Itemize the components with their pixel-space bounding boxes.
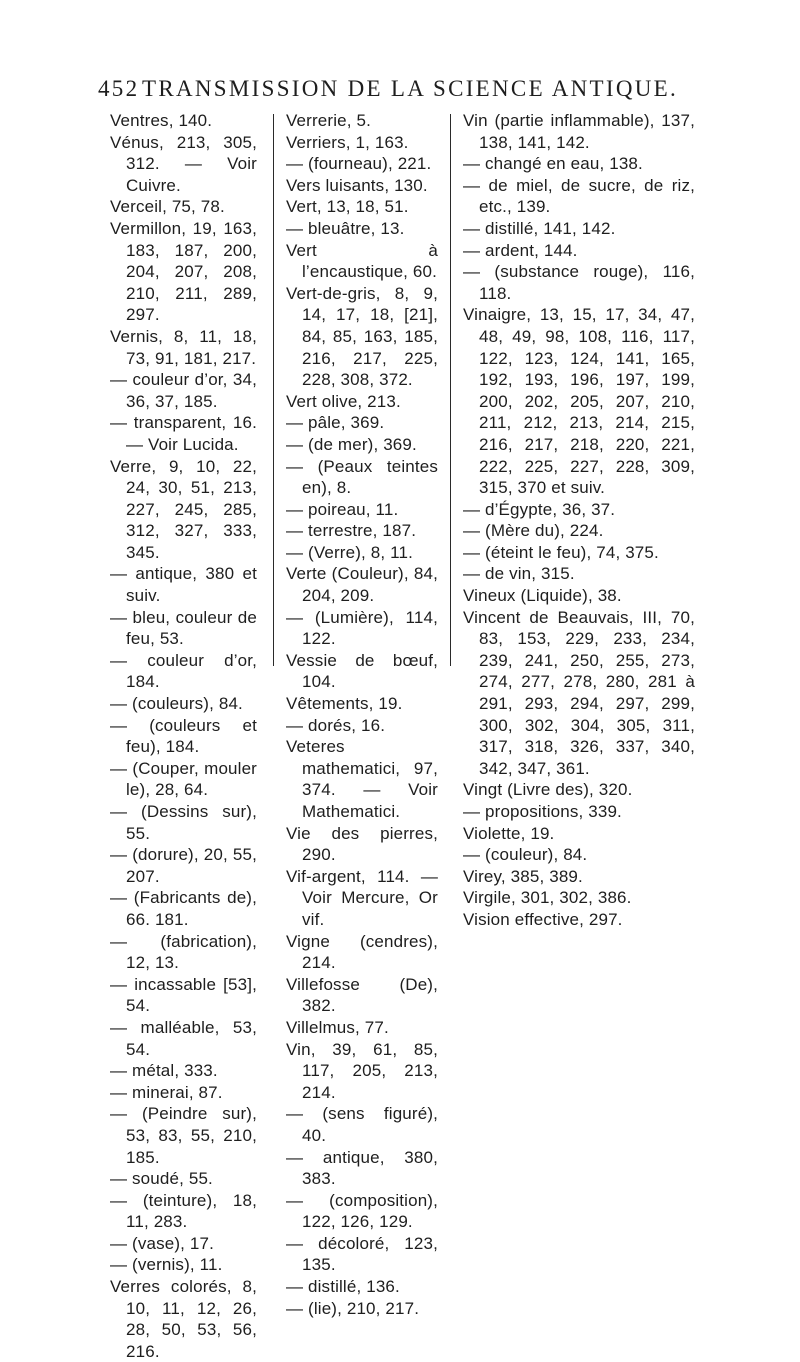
index-entry: — (Couper, mouler le), 28, 64. <box>110 758 257 800</box>
index-entry: — (vase), 17. <box>110 1233 214 1253</box>
index-entry: — d’Égypte, 36, 37. <box>463 499 616 519</box>
index-entry: Virey, 385, 389. <box>463 866 583 886</box>
index-entry: — malléable, 53, 54. <box>110 1017 257 1059</box>
index-entry: Villefosse (De), 382. <box>286 974 438 1016</box>
index-entry: Vingt (Livre des), 320. <box>463 780 633 800</box>
index-entry: — métal, 333. <box>110 1061 218 1081</box>
index-entry: Vigne (cendres), 214. <box>286 931 438 973</box>
index-entry: — (dorure), 20, 55, 207. <box>110 845 257 886</box>
index-entry: — (Fabricants de), 66. 181. <box>110 888 257 929</box>
index-entry: — couleur d’or, 34, 36, 37, 185. <box>110 370 257 411</box>
index-entry: — soudé, 55. <box>110 1169 213 1189</box>
index-entry: Vert-de-gris, 8, 9, 14, 17, 18, [21], 84, 85, 163, 185, 216, 217, 225, 228, 308, 372. <box>286 283 438 390</box>
index-entry: Vif-argent, 114. — Voir Mercure, Or vif. <box>286 866 438 929</box>
index-column-1 <box>110 110 257 1362</box>
index-entry: — antique, 380, 383. <box>286 1147 438 1189</box>
index-entry: Vineux (Liquide), 38. <box>463 586 622 606</box>
index-entry: — (composition), 122, 126, 129. <box>286 1190 438 1232</box>
index-entry: — (fourneau), 221. <box>286 154 432 174</box>
index-entry: Verres colorés, 8, 10, 11, 12, 26, 28, 50, 53, 56, 216. <box>110 1277 257 1361</box>
page-header <box>98 76 738 106</box>
index-entry: Verceil, 75, 78. <box>110 197 225 217</box>
column-rule-2 <box>450 114 451 666</box>
index-entry: Vin, 39, 61, 85, 117, 205, 213, 214. <box>286 1039 438 1102</box>
index-entry: — (Peindre sur), 53, 83, 55, 210, 185. <box>110 1104 257 1167</box>
index-entry: — (éteint le feu), 74, 375. <box>463 542 659 562</box>
index-entry: Virgile, 301, 302, 386. <box>463 888 632 908</box>
index-entry: — (teinture), 18, 11, 283. <box>110 1190 257 1232</box>
index-entry: — transparent, 16. — Voir Lucida. <box>110 413 257 454</box>
index-entry: Vin (partie inflammable), 137, 138, 141, 142. <box>463 111 695 152</box>
index-entry: — (vernis), 11. <box>110 1255 223 1275</box>
index-entry: Vincent de Beauvais, III, 70, 83, 153, 229, 233, 234, 239, 241, 250, 255, 273, 274, 277, 278, 280, 281 à 291, 293, 294, 297, 299, 300, 302, 304, 305, 311, 317, 318, 326, 337, 340, 342, 347, 361. <box>463 607 695 778</box>
index-entry: Vernis, 8, 11, 18, 73, 91, 181, 217. <box>110 326 257 368</box>
index-entry: Vermillon, 19, 163, 183, 187, 200, 204, 207, 208, 210, 211, 289, 297. <box>110 218 257 325</box>
index-entry: Vert, 13, 18, 51. <box>286 197 409 217</box>
index-entry: — antique, 380 et suiv. <box>110 564 257 606</box>
index-entry: Vie des pierres, 290. <box>286 823 438 865</box>
index-entry: — bleuâtre, 13. <box>286 218 405 238</box>
index-entry: — (fabrication), 12, 13. <box>110 931 257 973</box>
index-entry: — (substance rouge), 116, 118. <box>463 262 695 303</box>
index-entry: — (de mer), 369. <box>286 434 417 454</box>
page-number: 452 <box>98 76 140 101</box>
index-entry: Vénus, 213, 305, 312. — Voir Cuivre. <box>110 132 257 195</box>
index-column-3 <box>463 110 695 931</box>
index-entry: — de miel, de sucre, de riz, etc., 139. <box>463 175 695 217</box>
index-entry: — (Lumière), 114, 122. <box>286 607 438 649</box>
index-entry: — (sens figuré), 40. <box>286 1104 438 1145</box>
index-entry: — ardent, 144. <box>463 240 578 260</box>
index-entry: — bleu, couleur de feu, 53. <box>110 607 257 649</box>
column-rule-1 <box>273 114 274 666</box>
index-column-2 <box>286 110 438 1319</box>
index-entry: — (Dessins sur), 55. <box>110 802 257 843</box>
index-entry: Vert olive, 213. <box>286 391 401 411</box>
running-title: TRANSMISSION DE LA SCIENCE ANTIQUE. <box>142 76 679 101</box>
index-entry: — minerai, 87. <box>110 1082 223 1102</box>
index-entry: — couleur d’or, 184. <box>110 650 257 692</box>
index-entry: — (couleurs et feu), 184. <box>110 715 257 757</box>
index-entry: — (Verre), 8, 11. <box>286 542 413 562</box>
index-entry: — (couleurs), 84. <box>110 694 243 714</box>
index-entry: Vers luisants, 130. <box>286 175 428 195</box>
index-entry: — distillé, 141, 142. <box>463 218 616 238</box>
index-entry: Verte (Couleur), 84, 204, 209. <box>286 564 438 606</box>
index-entry: Vessie de bœuf, 104. <box>286 650 438 692</box>
index-entry: Verrerie, 5. <box>286 111 371 130</box>
index-entry: — décoloré, 123, 135. <box>286 1233 438 1275</box>
index-entry: Veteres mathematici, 97, 374. — Voir Mathematici. <box>286 737 438 821</box>
index-entry: Verre, 9, 10, 22, 24, 30, 51, 213, 227, 245, 285, 312, 327, 333, 345. <box>110 456 257 562</box>
index-entry: — de vin, 315. <box>463 564 575 584</box>
index-entry: Villelmus, 77. <box>286 1017 389 1037</box>
index-entry: — changé en eau, 138. <box>463 154 643 174</box>
index-entry: Verriers, 1, 163. <box>286 132 409 152</box>
index-entry: — (Mère du), 224. <box>463 521 604 541</box>
index-entry: — (couleur), 84. <box>463 845 588 865</box>
index-entry: Vinaigre, 13, 15, 17, 34, 47, 48, 49, 98, 108, 116, 117, 122, 123, 124, 141, 165, 192, 193, 196, 197, 199, 200, 202, 205, 207, 210, 211, 212, 213, 214, 215, 216, 217, 218, 220, 221, 222, 225, 227, 228, 309, 315, 370 et suiv. <box>463 305 695 498</box>
index-entry: — pâle, 369. <box>286 413 385 433</box>
index-entry: — dorés, 16. <box>286 715 386 735</box>
index-entry: — poireau, 11. <box>286 499 399 519</box>
index-entry: Violette, 19. <box>463 823 555 843</box>
index-entry: — terrestre, 187. <box>286 521 417 541</box>
index-entry: — distillé, 136. <box>286 1277 400 1297</box>
index-entry: — propositions, 339. <box>463 802 622 821</box>
index-entry: — incassable [53], 54. <box>110 974 257 1016</box>
index-entry: Vêtements, 19. <box>286 694 403 714</box>
index-entry: — (lie), 210, 217. <box>286 1298 420 1318</box>
index-entry: Ventres, 140. <box>110 111 213 130</box>
index-entry: — (Peaux teintes en), 8. <box>286 456 438 498</box>
index-entry: Vision effective, 297. <box>463 909 623 929</box>
index-entry: Vert à l’encaustique, 60. <box>286 240 438 282</box>
